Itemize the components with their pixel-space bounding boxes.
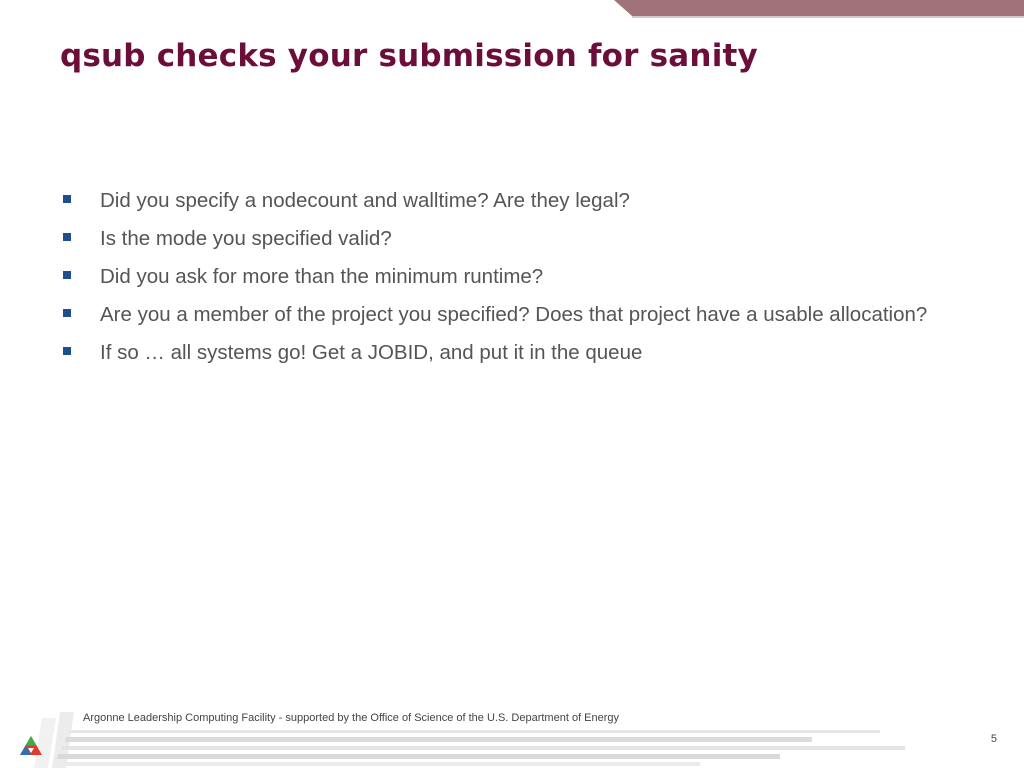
square-bullet-icon <box>63 271 71 279</box>
bullet-text: Is the mode you specified valid? <box>100 227 392 250</box>
bullet-item <box>62 300 962 329</box>
page-number: 5 <box>990 733 997 745</box>
square-bullet-icon <box>63 347 71 355</box>
bullet-item <box>62 338 962 367</box>
bullet-text: Did you ask for more than the minimum runtime? <box>100 265 544 288</box>
square-bullet-icon <box>63 233 71 241</box>
top-accent-band-shadow <box>632 16 1024 18</box>
bullet-item <box>62 186 962 215</box>
bullet-item <box>62 224 962 253</box>
bullet-text: If so … all systems go! Get a JOBID, and put it in the queue <box>100 341 643 364</box>
slide-title: qsub checks your submission for sanity <box>60 38 758 74</box>
bullet-item <box>62 262 962 291</box>
top-accent-band <box>614 0 1024 16</box>
footer-credit: Argonne Leadership Computing Facility - supported by the Office of Science of the U.S. Department of Energy <box>83 712 620 724</box>
bullet-text: Are you a member of the project you specified? Does that project have a usable allocation? <box>100 303 928 326</box>
bullet-list <box>62 186 962 376</box>
argonne-logo-icon <box>19 735 43 757</box>
bullet-text: Did you specify a nodecount and walltime? Are they legal? <box>100 189 630 212</box>
square-bullet-icon <box>63 309 71 317</box>
square-bullet-icon <box>63 195 71 203</box>
